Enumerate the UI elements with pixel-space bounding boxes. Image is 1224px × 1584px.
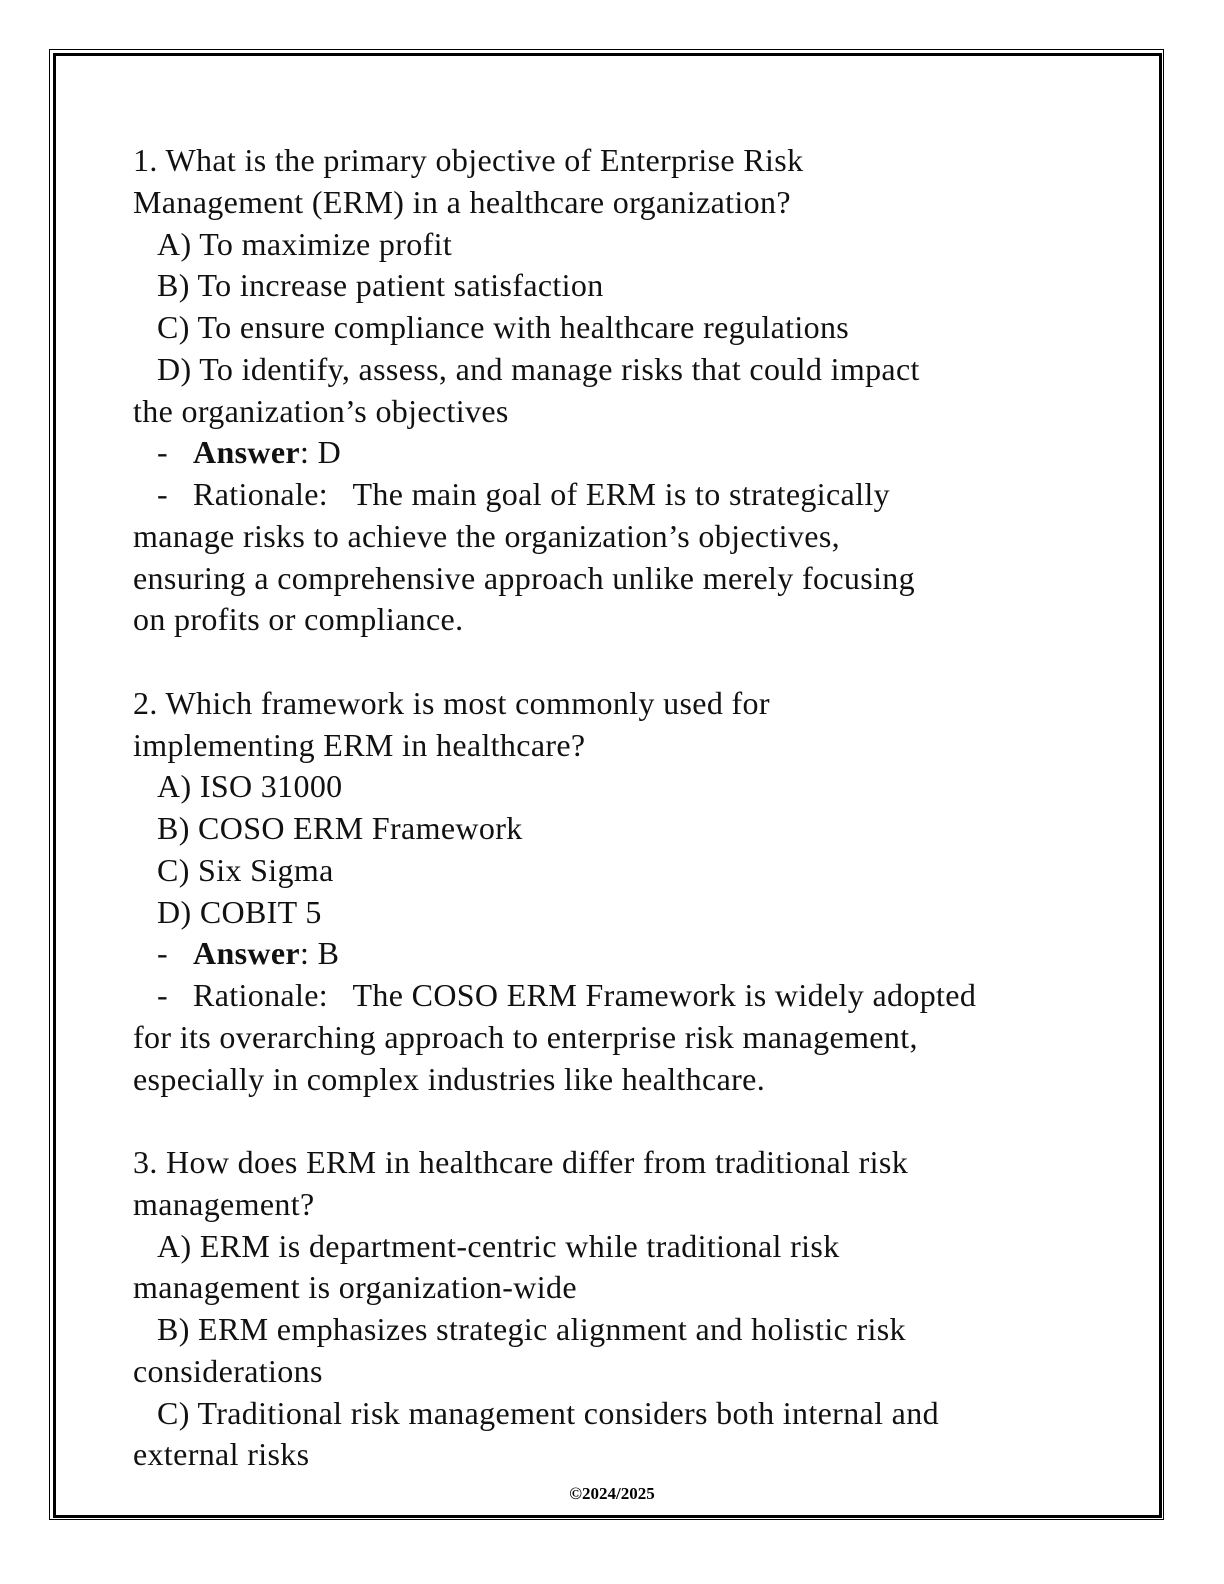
answer-option: management is organization-wide (133, 1269, 577, 1306)
answer-value: : D (299, 434, 342, 471)
answer-option: external risks (133, 1436, 310, 1473)
question-stem: implementing ERM in healthcare? (133, 726, 586, 763)
answer-line (133, 432, 1133, 474)
rationale-text: on profits or compliance. (133, 601, 464, 638)
bullet-dash: - (157, 935, 169, 972)
rationale-text: Rationale: The COSO ERM Framework is widely adopted (193, 977, 977, 1013)
rationale-text: especially in complex industries like healthcare. (133, 1060, 766, 1097)
answer-label: Answer (193, 434, 300, 471)
rationale-text: manage risks to achieve the organization’s objectives, (133, 517, 840, 554)
blank-line (133, 1100, 1133, 1142)
answer-value: : B (299, 935, 340, 972)
rationale-text: ensuring a comprehensive approach unlike merely focusing (133, 559, 916, 596)
answer-option: D) To identify, assess, and manage risks that could impact (157, 350, 920, 387)
answer-option: B) COSO ERM Framework (157, 810, 523, 846)
answer-label: Answer (193, 935, 300, 972)
answer-option: C) Six Sigma (157, 851, 334, 888)
question-stem: Management (ERM) in a healthcare organization? (133, 183, 791, 220)
answer-option: the organization’s objectives (133, 392, 509, 429)
rationale-line (133, 474, 1133, 516)
answer-option: A) ISO 31000 (157, 768, 343, 805)
question-stem: 3. How does ERM in healthcare differ from traditional risk (133, 1144, 909, 1180)
answer-option: C) Traditional risk management considers both internal and (157, 1394, 939, 1431)
question-stem: 2. Which framework is most commonly used for (133, 684, 770, 721)
answer-option: A) ERM is department-centric while traditional risk (157, 1227, 840, 1264)
answer-option: C) To ensure compliance with healthcare regulations (157, 309, 850, 345)
answer-option: B) ERM emphasizes strategic alignment and holistic risk (157, 1311, 906, 1347)
rationale-text: for its overarching approach to enterprise risk management, (133, 1018, 918, 1055)
answer-option: B) To increase patient satisfaction (157, 267, 604, 304)
answer-option: considerations (133, 1352, 323, 1389)
rationale-text: Rationale: The main goal of ERM is to strategically (193, 476, 890, 512)
bullet-dash: - (157, 977, 169, 1013)
answer-option: A) To maximize profit (157, 225, 453, 262)
document-body (133, 140, 1133, 1476)
bullet-dash: - (157, 434, 169, 471)
rationale-line (133, 975, 1133, 1017)
answer-line (133, 933, 1133, 975)
bullet-dash: - (157, 476, 169, 512)
question-stem: 1. What is the primary objective of Enterprise Risk (133, 142, 804, 178)
blank-line (133, 641, 1133, 683)
question-stem: management? (133, 1185, 315, 1222)
copyright-footer: ©2024/2025 (569, 1484, 655, 1503)
answer-option: D) COBIT 5 (157, 893, 322, 930)
